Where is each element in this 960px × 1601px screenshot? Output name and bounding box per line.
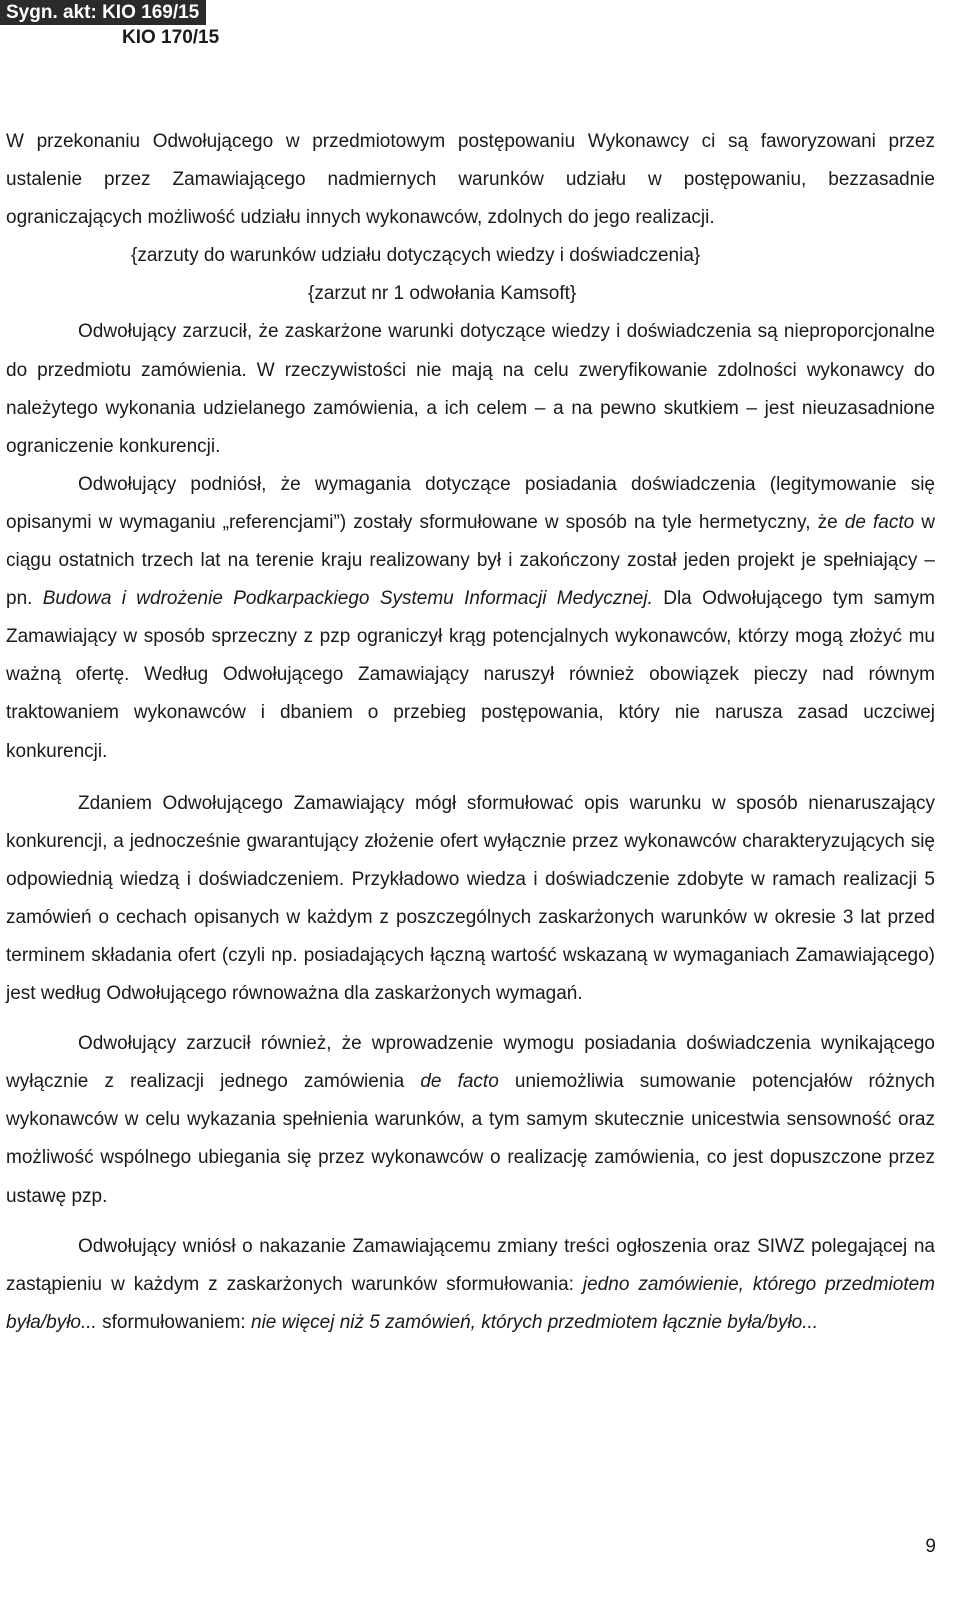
paragraph-2: Odwołujący zarzucił, że zaskarżone warunki dotyczące wiedzy i doświadczenia są nieproporcjonalne do przedmiotu zamówienia. W rzeczywistości nie mają na celu zweryfikowanie zdolności wykonawcy do należytego wykonania udzielanego zamówienia, a ich celem – a na pewno skutkiem – jest nieuzasadnione ograniczenie konkurencji. [6, 321, 935, 457]
paragraph-3-part-b: w ciągu ostatnich trzech lat na terenie kraju realizowany był i zakończony został jeden projekt je spełniający – pn. [6, 511, 936, 610]
document-body [6, 123, 935, 1342]
subsection-heading: {zarzut nr 1 odwołania Kamsoft} [308, 283, 577, 305]
paragraph-3-italic-2: Budowa i wdrożenie Podkarpackiego Systemu Informacji Medycznej. [42, 588, 653, 610]
paragraph-5 [6, 1025, 935, 1215]
paragraph-3-part-c: Dla Odwołującego tym samym Zamawiający w sposób sprzeczny z pzp ograniczył krąg potencjalnych wykonawców, którzy mogą złożyć mu ważną ofertę. Według Odwołującego Zamawiający naruszył również obowiązek pieczy nad równym traktowaniem wykonawców i dbaniem o przebieg postępowania, który nie narusza zasad uczciwej konkurencji. [6, 588, 935, 762]
paragraph-3-part-a: Odwołujący podniósł, że wymagania dotyczące posiadania doświadczenia (legitymowanie się opisanymi w wymaganiu „referencjami”) zostały sformułowane w sposób na tyle hermetyczny, że [6, 473, 935, 533]
paragraph-3 [6, 466, 935, 771]
case-signature [0, 0, 219, 50]
paragraph-6-part-a: Odwołujący wniósł o nakazanie Zamawiającemu zmiany treści ogłoszenia oraz SIWZ polegającej na zastąpieniu w każdym z zaskarżonych warunków sformułowania: [6, 1235, 935, 1295]
section-heading: {zarzuty do warunków udziału dotyczących wiedzy i doświadczenia} [131, 245, 701, 267]
paragraph-5-part-b: uniemożliwia sumowanie potencjałów różnych wykonawców w celu wykazania spełnienia warunków, a tym samym skutecznie unicestwia sensowność oraz możliwość wspólnego ubiegania się przez wykonawców o realizację zamówienia, co jest dopuszczone przez ustawę pzp. [6, 1071, 936, 1207]
paragraph-5-italic-1: de facto [420, 1071, 499, 1093]
paragraph-6-part-b: sformułowaniem: [96, 1311, 251, 1333]
paragraph-5-part-a: Odwołujący zarzucił również, że wprowadzenie wymogu posiadania doświadczenia wynikającego wyłącznie z realizacji jednego zamówienia [6, 1033, 935, 1093]
paragraph-6 [6, 1228, 935, 1342]
case-signature-line-2: KIO 170/15 [122, 27, 220, 48]
paragraph-4: Zdaniem Odwołującego Zamawiający mógł sformułować opis warunku w sposób nienaruszający konkurencji, a jednocześnie gwarantujący złożenie ofert wyłącznie przez wykonawców charakteryzujących się odpowiednią wiedzą i doświadczeniem. Przykładowo wiedza i doświadczenie zdobyte w ramach realizacji 5 zamówień o cechach opisanych w każdym z poszczególnych zaskarżonych warunków w okresie 3 lat przed terminem składania ofert (czyli np. posiadających łączną wartość wskazaną w wymaganiach Zamawiającego) jest według Odwołującego równoważna dla zaskarżonych wymagań. [6, 792, 935, 1005]
paragraph-3-italic-1: de facto [844, 511, 915, 533]
paragraph-6-italic-1: jedno zamówienie, którego przedmiotem była/było... [6, 1273, 936, 1333]
case-signature-line-1: Sygn. akt: KIO 169/15 [0, 0, 206, 25]
paragraph-1: W przekonaniu Odwołującego w przedmiotowym postępowaniu Wykonawcy ci są faworyzowani przez ustalenie przez Zamawiającego nadmiernych warunków udziału w postępowaniu, bezzasadnie ograniczających możliwość udziału innych wykonawców, zdolnych do jego realizacji. [6, 131, 935, 229]
paragraph-6-italic-2: nie więcej niż 5 zamówień, których przedmiotem łącznie była/było... [251, 1311, 819, 1333]
page-number: 9 [925, 1536, 936, 1557]
